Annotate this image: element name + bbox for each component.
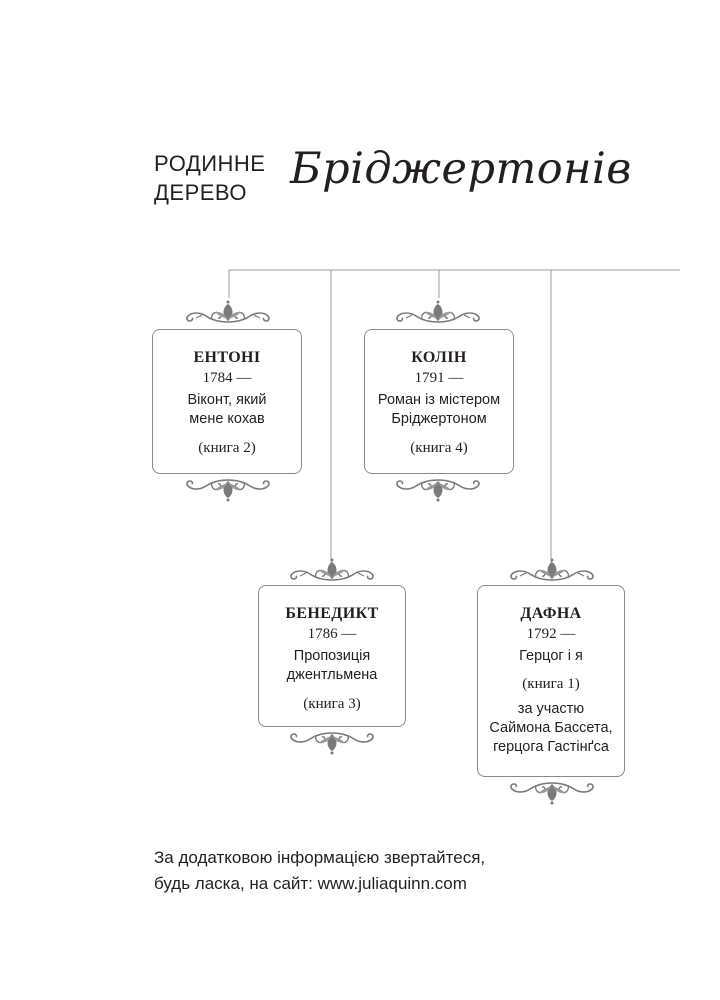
ornament-bottom-icon (286, 729, 378, 755)
member-year: 1784 — (202, 370, 252, 386)
ornament-bottom-icon (392, 476, 484, 502)
ornament-top-icon (392, 300, 484, 326)
book-title-line: мене кохав (189, 411, 265, 427)
script-title: Бріджертонів (290, 144, 632, 194)
book-title-line: Роман із містером (377, 392, 501, 408)
ornament-bottom-icon (506, 779, 598, 805)
book-title-line: Бріджертоном (391, 411, 487, 427)
extra-note-line: Саймона Бассета, (489, 720, 613, 736)
family-card-colin (364, 329, 514, 474)
footer-line-2: будь ласка, на сайт: www.juliaquinn.com (154, 874, 467, 893)
family-card-dafna (477, 585, 625, 777)
book-title-line: Віконт, який (187, 392, 267, 408)
member-name: БЕНЕДИКТ (285, 605, 379, 622)
member-year: 1786 — (307, 626, 357, 642)
book-title-line: джентльмена (286, 667, 378, 683)
extra-note-line: герцога Гастінґса (493, 739, 609, 755)
member-year: 1791 — (414, 370, 464, 386)
book-number: (книга 3) (303, 696, 361, 712)
title-line-1: РОДИННЕ (154, 151, 266, 176)
family-card-entoni (152, 329, 302, 474)
title-line-2: ДЕРЕВО (154, 180, 247, 205)
footer-line-1: За додатковою інформацією звертайтеся, (154, 848, 486, 867)
ornament-top-icon (182, 300, 274, 326)
ornament-top-icon (286, 558, 378, 584)
member-year: 1792 — (526, 626, 576, 642)
book-number: (книга 4) (410, 440, 468, 456)
book-number: (книга 1) (522, 676, 580, 692)
member-name: КОЛІН (411, 349, 467, 366)
ornament-top-icon (506, 558, 598, 584)
book-title-line: Пропозиція (293, 648, 371, 664)
member-name: ЕНТОНІ (193, 349, 261, 366)
book-title-line: Герцог і я (519, 648, 583, 664)
extra-note-line: за участю (517, 701, 585, 717)
member-name: ДАФНА (520, 605, 582, 622)
book-number: (книга 2) (198, 440, 256, 456)
family-card-benedict (258, 585, 406, 727)
footer-note (154, 845, 485, 897)
ornament-bottom-icon (182, 476, 274, 502)
